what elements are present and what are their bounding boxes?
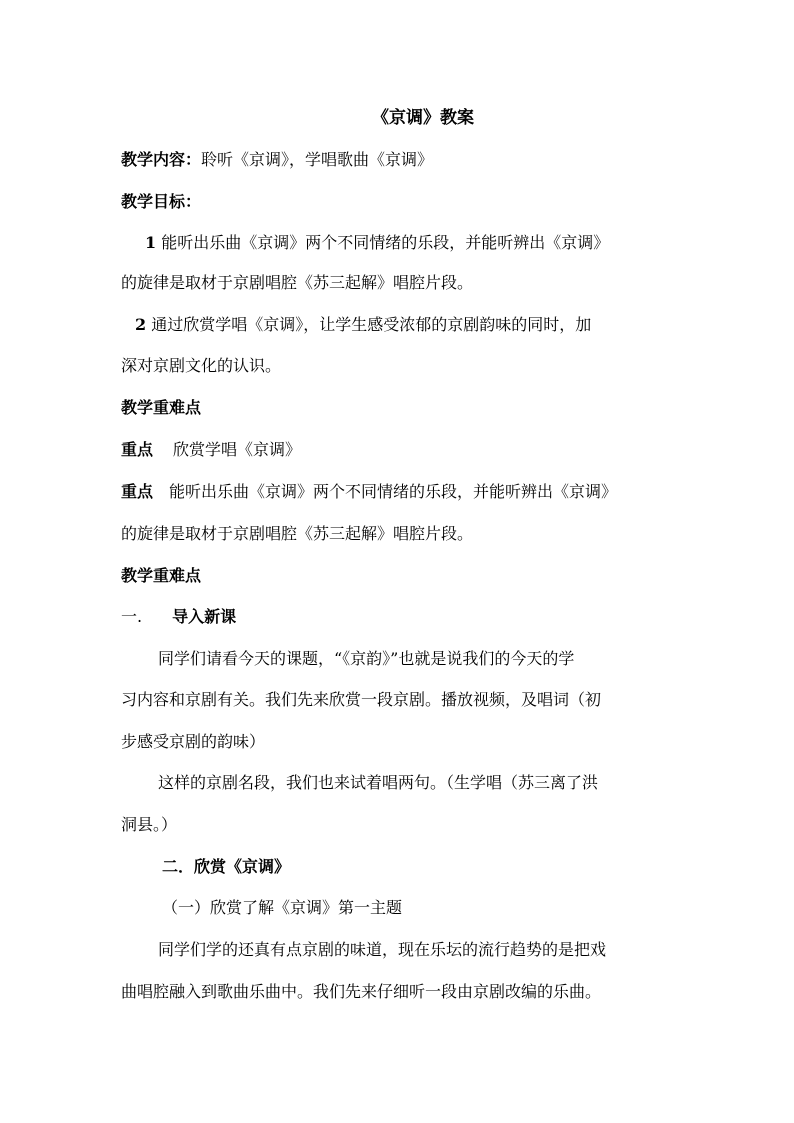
section-1-number: 一. [121, 607, 143, 626]
goal-2-line-2: 深对京剧文化的认识。 [121, 356, 282, 375]
teaching-goals-heading: 教学目标： [121, 192, 202, 211]
key-points-heading: 教学重难点 [121, 398, 202, 417]
goal-1-number: 1 [145, 233, 157, 252]
key-point-1-text: 欣赏学唱《京调》 [173, 440, 302, 459]
key-point-2-text: 能听出乐曲《京调》两个不同情绪的乐段，并能听辨出《京调》 [169, 482, 618, 501]
paragraph-1-line-2: 习内容和京剧有关。我们先来欣赏一段京剧。播放视频，及唱词（初 [121, 690, 602, 709]
key-point-2-line-1 [121, 482, 681, 502]
goal-2-text: 通过欣赏学唱《京调》，让学生感受浓郁的京剧韵味的同时，加 [151, 315, 592, 334]
key-point-1 [121, 440, 681, 460]
goal-1-line-1 [145, 233, 705, 253]
key-point-2-line-2: 的旋律是取材于京剧唱腔《苏三起解》唱腔片段。 [121, 524, 474, 543]
section-1-heading [121, 607, 681, 627]
teaching-content-text: 聆听《京调》，学唱歌曲《京调》 [201, 150, 434, 169]
goal-1-line-2: 的旋律是取材于京剧唱腔《苏三起解》唱腔片段。 [121, 273, 474, 292]
goal-2-number: 2 [135, 315, 147, 334]
subsection-1-heading: （一）欣赏了解《京调》第一主题 [162, 898, 403, 917]
teaching-content-label: 教学内容： [121, 150, 202, 169]
paragraph-1-line-3: 步感受京剧的韵味） [121, 732, 266, 751]
section-1-title: 导入新课 [172, 607, 237, 626]
goal-1-text: 能听出乐曲《京调》两个不同情绪的乐段，并能听辨出《京调》 [161, 233, 610, 252]
paragraph-3-line-1: 同学们学的还真有点京剧的味道，现在乐坛的流行趋势的是把戏 [158, 940, 607, 959]
goal-2-line-1 [135, 315, 695, 335]
paragraph-2-line-2: 洞县。） [121, 815, 178, 834]
document-title: 《京调》教案 [372, 108, 474, 128]
key-point-2-label: 重点 [121, 482, 154, 501]
paragraph-1-line-1: 同学们请看今天的课题，“《京韵》”也就是说我们的今天的学 [158, 649, 575, 668]
section-2-heading: 二．欣赏《京调》 [162, 857, 291, 876]
key-point-1-label: 重点 [121, 440, 154, 459]
process-heading: 教学重难点 [121, 566, 202, 585]
teaching-content [121, 150, 681, 170]
paragraph-3-line-2: 曲唱腔融入到歌曲乐曲中。我们先来仔细听一段由京剧改编的乐曲。 [121, 982, 602, 1001]
paragraph-2-line-1: 这样的京剧名段，我们也来试着唱两句。（生学唱（苏三离了洪 [158, 773, 599, 792]
